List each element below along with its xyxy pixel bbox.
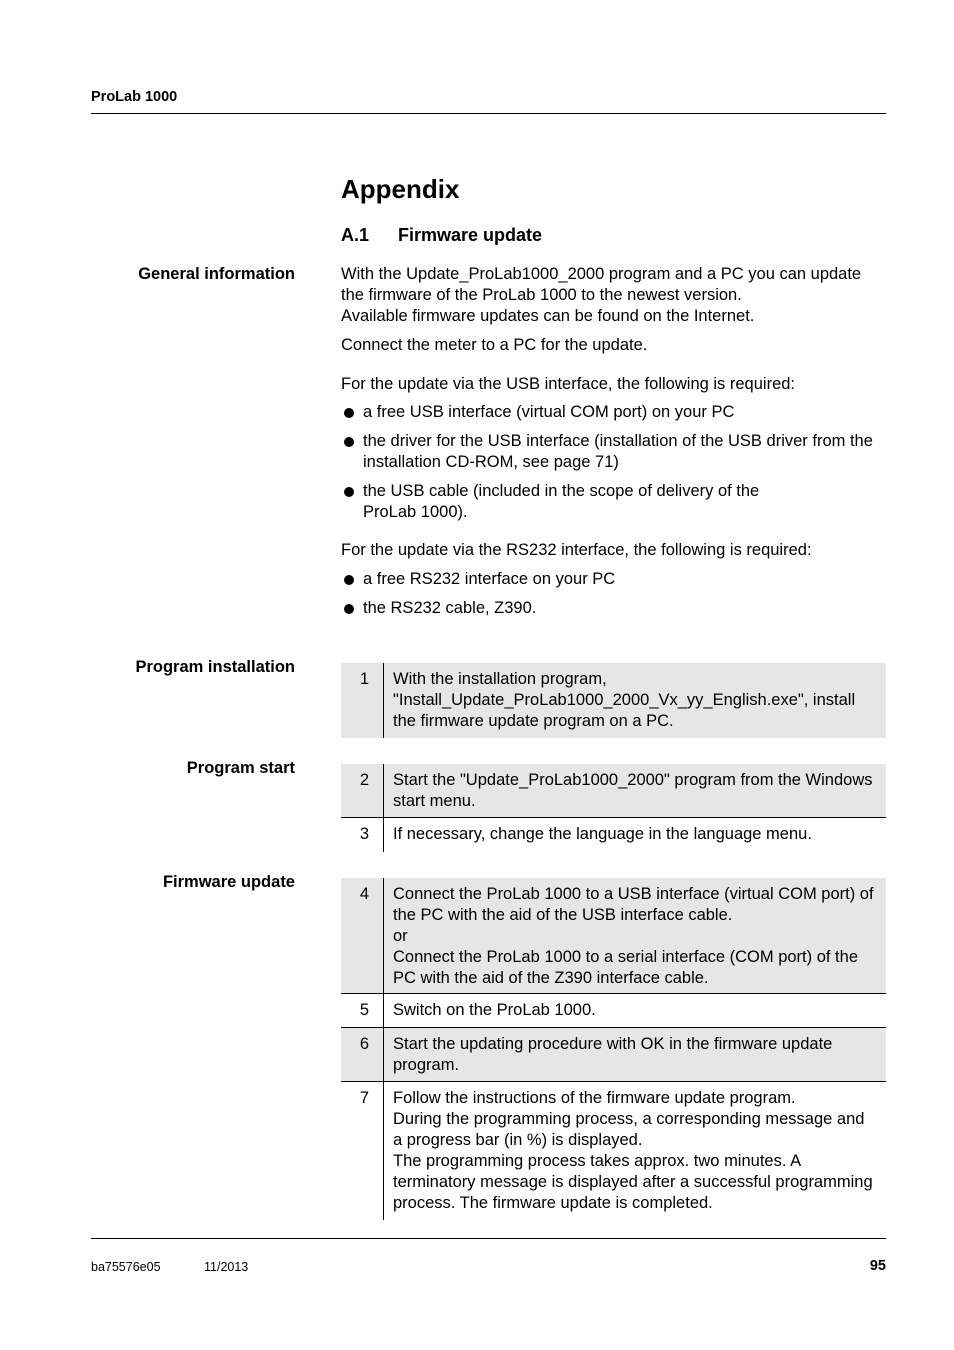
section-title: Firmware update (398, 225, 543, 245)
paragraph: Available firmware updates can be found on the Internet. (341, 307, 755, 325)
table-row (341, 818, 886, 852)
header-rule (91, 113, 886, 114)
list-item: the USB cable (included in the scope of delivery of the ProLab 1000). (341, 481, 803, 523)
steps-table-install (341, 663, 886, 738)
step-text: With the installation program, "Install_Update_ProLab1000_2000_Vx_yy_English.exe", install the firmware update program on a PC. (393, 670, 856, 730)
side-heading-install: Program installation (135, 658, 295, 676)
list-item: the RS232 cable, Z390. (341, 598, 886, 619)
footer-rule (91, 1238, 886, 1239)
paragraph: With the Update_ProLab1000_2000 program and a PC you can update the firmware of the ProLab 1000 to the newest version. (341, 265, 862, 304)
step-number: 5 (341, 994, 384, 1027)
section-heading (341, 225, 542, 246)
step-line: The programming process takes approx. two minutes. A terminatory message is displayed after a successful programming process. The firmware update is completed. (393, 1152, 873, 1212)
running-header: ProLab 1000 (91, 89, 178, 105)
doc-date: 11/2013 (204, 1260, 249, 1274)
side-heading-start: Program start (186, 759, 295, 777)
step-text: Start the updating procedure with OK in the firmware update program. (393, 1035, 833, 1074)
step-number: 4 (341, 878, 384, 993)
step-number: 6 (341, 1028, 384, 1081)
step-text: If necessary, change the language in the language menu. (393, 825, 812, 843)
step-line: Follow the instructions of the firmware update program. (393, 1089, 796, 1107)
general-information (341, 264, 886, 619)
paragraph: For the update via the USB interface, the following is required: (341, 375, 795, 393)
page-title: Appendix (341, 174, 460, 204)
side-heading-general: General information (138, 265, 295, 283)
steps-table-start (341, 764, 886, 852)
list-item: a free USB interface (virtual COM port) on your PC (341, 402, 886, 423)
table-row (341, 663, 886, 738)
table-row (341, 1028, 886, 1082)
table-row (341, 994, 886, 1028)
step-line: Connect the ProLab 1000 to a USB interface (virtual COM port) of the PC with the aid of the USB interface cable. (393, 885, 874, 924)
step-text (384, 878, 886, 993)
side-heading-update: Firmware update (162, 873, 295, 891)
step-line: or (393, 927, 408, 945)
page-number: 95 (869, 1258, 886, 1274)
step-line: Connect the ProLab 1000 to a serial interface (COM port) of the PC with the aid of the Z390 interface cable. (393, 948, 858, 987)
step-text: Switch on the ProLab 1000. (393, 1001, 596, 1019)
table-row (341, 764, 886, 818)
table-row (341, 1082, 886, 1220)
step-number: 2 (341, 764, 384, 817)
paragraph: Connect the meter to a PC for the update. (341, 336, 648, 354)
doc-number: ba75576e05 (91, 1260, 161, 1274)
list-item: the driver for the USB interface (installation of the USB driver from the installation CD-ROM, see page 71) (341, 431, 886, 473)
list-item: a free RS232 interface on your PC (341, 569, 886, 590)
step-line: During the programming process, a corresponding message and a progress bar (in %) is displayed. (393, 1110, 865, 1149)
step-text: Start the "Update_ProLab1000_2000" program from the Windows start menu. (393, 771, 873, 810)
step-text (384, 1082, 886, 1220)
paragraph: For the update via the RS232 interface, the following is required: (341, 541, 812, 559)
steps-table-update (341, 878, 886, 1220)
step-number: 1 (341, 663, 384, 738)
step-number: 7 (341, 1082, 384, 1220)
section-number: A.1 (341, 225, 370, 245)
table-row (341, 878, 886, 994)
step-number: 3 (341, 818, 384, 852)
